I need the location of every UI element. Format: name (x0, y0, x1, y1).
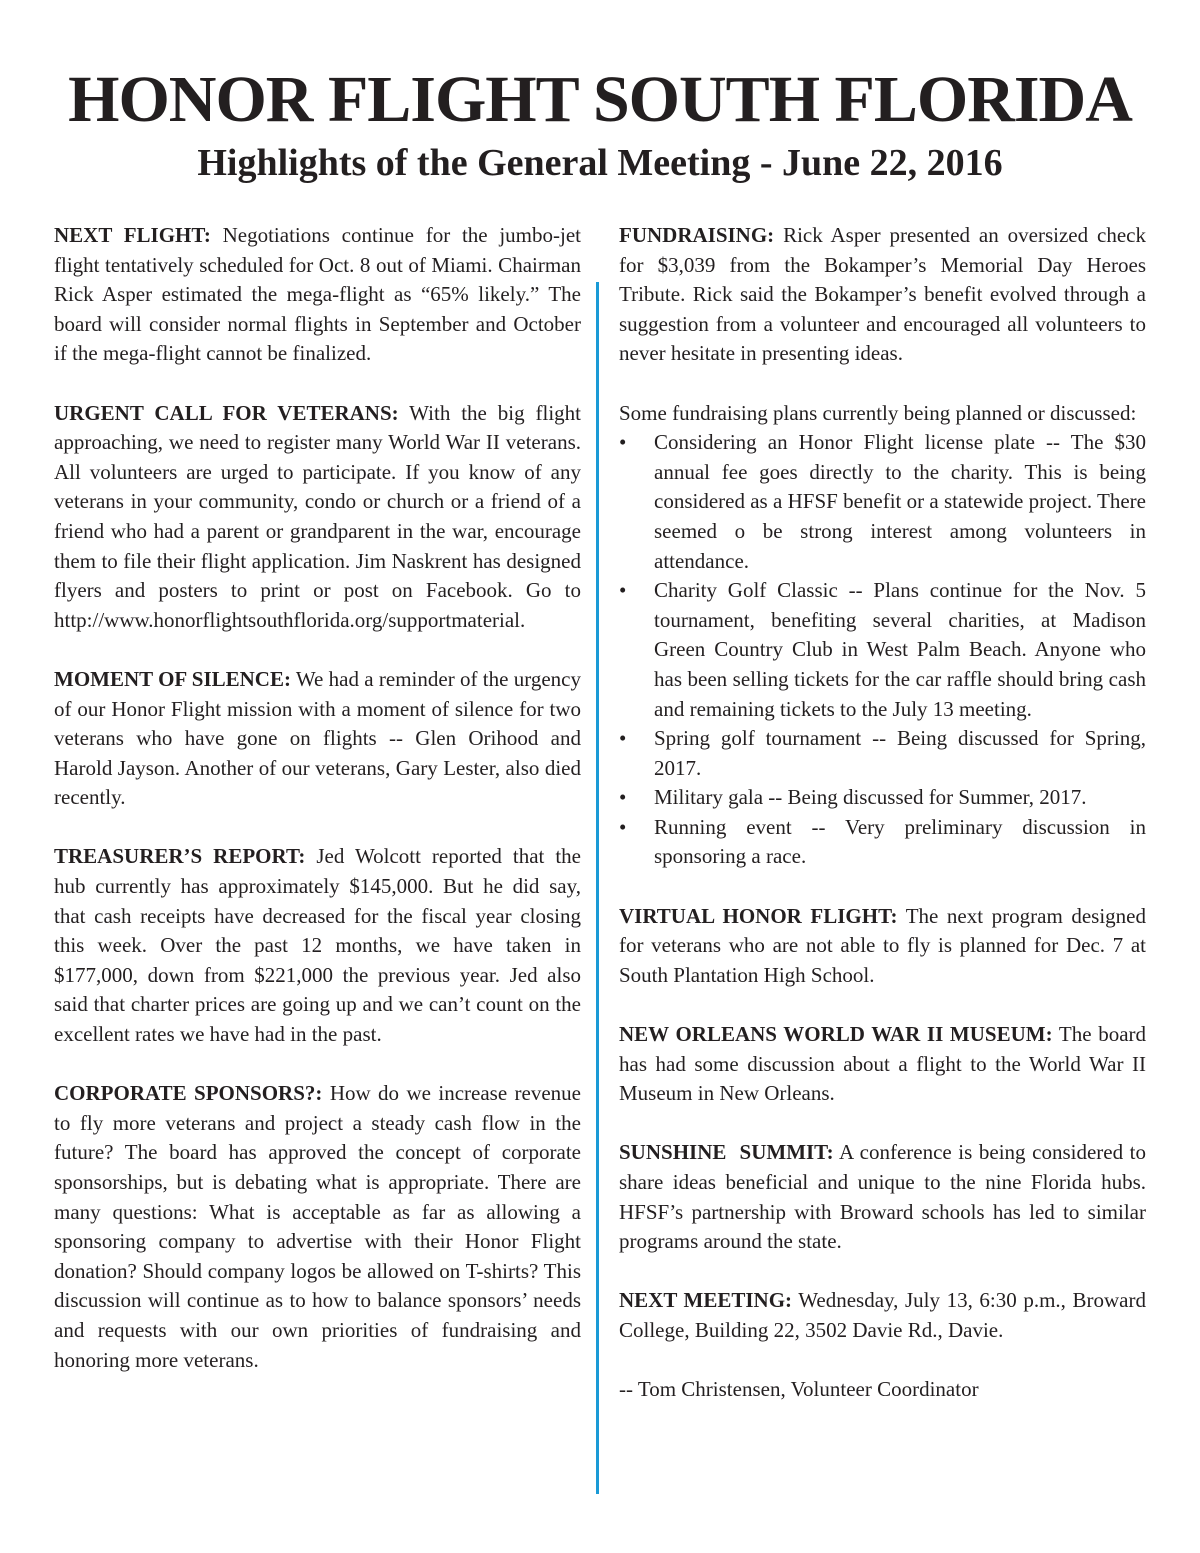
left-column (54, 221, 581, 1405)
section-text: The board has had some discussion about a flight to the World War II Museum in New Orleans. (619, 1022, 1147, 1106)
section-corporate-sponsors (54, 1079, 581, 1375)
section-text: With the big flight approaching, we need to register many World War II veterans. All volunteers are urged to participate. If you know of any veterans in your community, condo or church or a friend of a friend who had a parent or grandparent in the war, encourage them to file their flight application. Jim Naskrent has designed flyers and posters to print or post on Facebook. Go to http://www.honorflightsouthflorida.org/supportmaterial. (54, 400, 581, 632)
section-treasurers-report (54, 842, 581, 1049)
section-text: The next program designed for veterans who are not able to fly is planned for Dec. 7 at South Plantation High School. (619, 903, 1146, 987)
section-heading: VIRTUAL HONOR FLIGHT: (619, 903, 898, 928)
section-sunshine-summit (619, 1138, 1146, 1256)
list-item: • Charity Golf Classic -- Plans continue for the Nov. 5 tournament, benefiting several charities, at Madison Green Country Club in West Palm Beach. Anyone who has been selling tickets for the car raffle should bring cash and remaining tickets to the July 13 meeting. (619, 576, 1146, 724)
section-heading: NEW ORLEANS WORLD WAR II MUSEUM: (619, 1022, 1053, 1047)
list-item: • Military gala -- Being discussed for Summer, 2017. (619, 783, 1146, 813)
page-subtitle: Highlights of the General Meeting - June 22, 2016 (197, 142, 1003, 184)
section-urgent-call (54, 399, 581, 636)
section-next-meeting (619, 1286, 1146, 1345)
list-item: • Considering an Honor Flight license plate -- The $30 annual fee goes directly to the charity. This is being considered as a HFSF benefit or a statewide project. There seemed o be strong interest among volunteers in attendance. (619, 428, 1146, 576)
list-item: • Running event -- Very preliminary discussion in sponsoring a race. (619, 813, 1146, 872)
section-heading: CORPORATE SPONSORS?: (54, 1081, 323, 1106)
section-heading: URGENT CALL FOR VETERANS: (54, 400, 399, 425)
section-next-flight (54, 221, 581, 369)
section-text: A conference is being considered to share ideas beneficial and unique to the nine Florida hubs. HFSF’s partnership with Broward schools has led to similar programs around the state. (619, 1140, 1146, 1254)
section-text: Wednesday, July 13, 6:30 p.m., Broward College, Building 22, 3502 Davie Rd., Davie. (619, 1288, 1146, 1342)
section-heading: FUNDRAISING: (619, 223, 775, 247)
section-text: Negotiations continue for the jumbo-jet flight tentatively scheduled for Oct. 8 out of Miami. Chairman Rick Asper estimated the mega-flight as “65% likely.” The board will consider normal flights in September and October if the mega-flight cannot be finalized. (54, 223, 582, 366)
signature: -- Tom Christensen, Volunteer Coordinator (619, 1377, 979, 1402)
section-new-orleans-museum (619, 1020, 1146, 1109)
section-heading: NEXT MEETING: (619, 1288, 793, 1313)
section-heading: SUNSHINE SUMMIT: (619, 1140, 834, 1165)
plans-intro: Some fundraising plans currently being planned or discussed: (619, 400, 1137, 425)
page-title: HONOR FLIGHT SOUTH FLORIDA (68, 63, 1132, 136)
section-virtual-honor-flight (619, 902, 1146, 991)
section-heading: MOMENT OF SILENCE: (54, 666, 291, 691)
column-divider (596, 282, 599, 1494)
section-text: We had a reminder of the urgency of our Honor Flight mission with a moment of silence for two veterans who have gone on flights -- Glen Orihood and Harold Jayson. Another of our veterans, Gary Lester, also died recently. (54, 666, 581, 810)
section-fundraising (619, 221, 1146, 369)
section-text: Jed Wolcott reported that the hub currently has approximately $145,000. But he did say, that cash receipts have decreased for the fiscal year closing this week. Over the past 12 months, we have taken in $177,000, down from $221,000 the previous year. Jed also said that charter prices are going up and we can’t count on the excellent rates we have had in the past. (54, 844, 581, 1047)
list-item: • Spring golf tournament -- Being discussed for Spring, 2017. (619, 724, 1146, 783)
section-text: Rick Asper presented an oversized check for $3,039 from the Bokamper’s Memorial Day Heroes Tribute. Rick said the Bokamper’s benefit evolved through a suggestion from a volunteer and encouraged all volunteers to never hesitate in presenting ideas. (619, 223, 1146, 366)
right-column (619, 221, 1146, 1434)
section-heading: TREASURER’S REPORT: (54, 844, 306, 869)
section-text: How do we increase revenue to fly more veterans and project a steady cash flow in the future? The board has approved the concept of corporate sponsorships, but is debating what is appropriate. There are many questions: What is acceptable as far as allowing a sponsoring company to advertise with their Honor Flight donation? Should company logos be allowed on T-shirts? This discussion will continue as to how to balance sponsors’ needs and requests with our own priorities of fundraising and honoring more veterans. (54, 1081, 582, 1372)
fundraising-plans-list (619, 428, 1146, 872)
section-moment-of-silence (54, 665, 581, 813)
section-heading: NEXT FLIGHT: (54, 223, 211, 247)
